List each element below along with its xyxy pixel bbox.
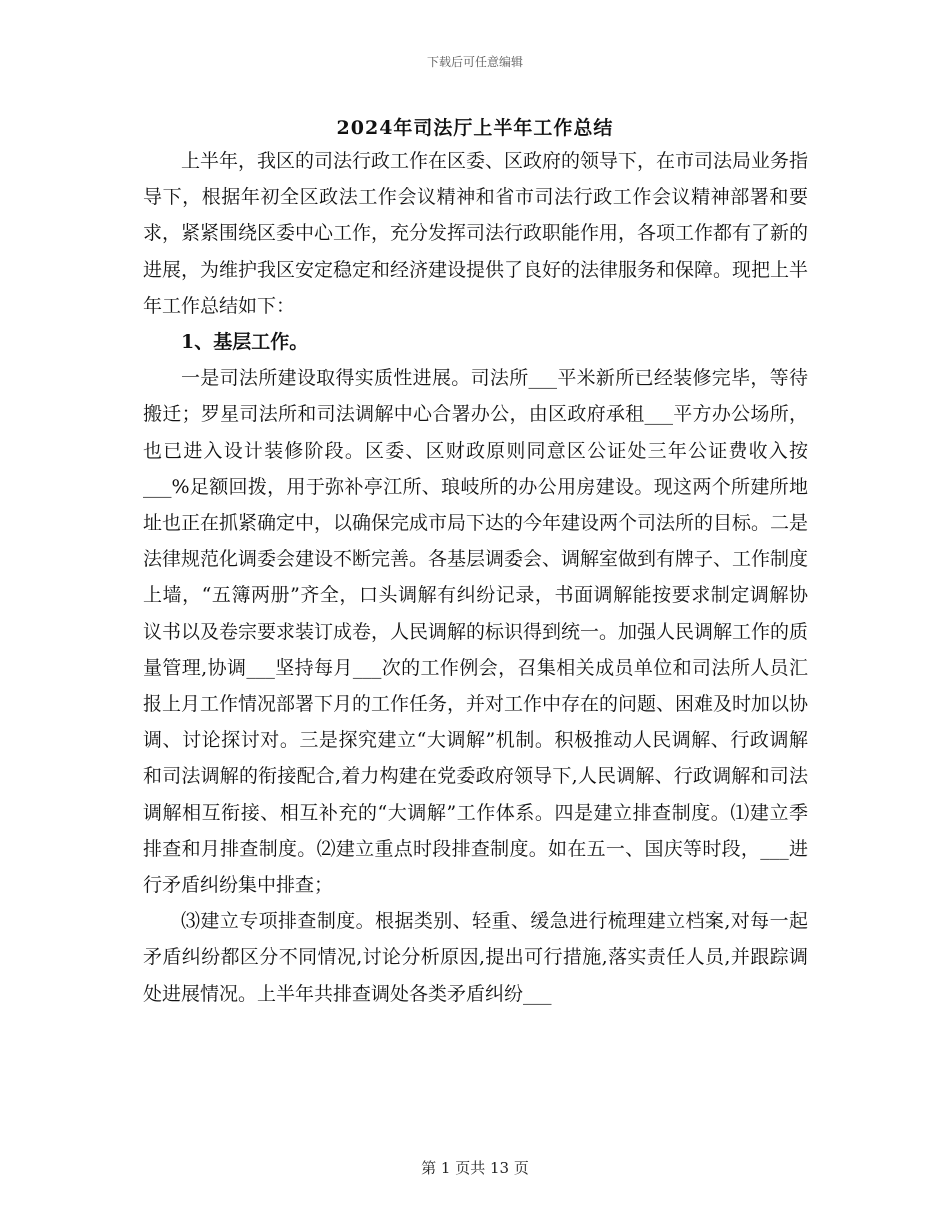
document-title: 2024年司法厅上半年工作总结	[336, 117, 614, 139]
intro-paragraph: 上半年，我区的司法行政工作在区委、区政府的领导下，在市司法局业务指导下，根据年初全区政法工作会议精神和省市司法行政工作会议精神部署和要求，紧紧围绕区委中心工作，充分发挥司法行政职能作用，各项工作都有了新的进展，为维护我区安定稳定和经济建设提供了良好的法律服务和保障。现把上半年工作总结如下：	[143, 150, 809, 317]
page-number-footer: 第 1 页共 13 页	[421, 1159, 529, 1177]
body-paragraph: 一是司法所建设取得实质性进展。司法所___平米新所已经装修完毕，等待搬迁；罗星司法所和司法调解中心合署办公，由区政府承租___平方办公场所，也已进入设计装修阶段。区委、区财政原则同意区公证处三年公证费收入按___%足额回拨，用于弥补亭江所、琅岐所的办公用房建设。现这两个所建所地址也正在抓紧确定中，以确保完成市局下达的今年建设两个司法所的目标。二是法律规范化调委会建设不断完善。各基层调委会、调解室做到有牌子、工作制度上墙，“五簿两册”齐全，口头调解有纠纷记录，书面调解能按要求制定调解协议书以及卷宗要求装订成卷，人民调解的标识得到统一。加强人民调解工作的质量管理,协调___坚持每月___次的工作例会，召集相关成员单位和司法所人员汇报上月工作情况部署下月的工作任务，并对工作中存在的问题、困难及时加以协调、讨论探讨对。三是探究建立“大调解”机制。积极推动人民调解、行政调解和司法调解的衔接配合,着力构建在党委政府领导下,人民调解、行政调解和司法调解相互衔接、相互补充的“大调解”工作体系。四是建立排查制度。⑴建立季排查和月排查制度。⑵建立重点时段排查制度。如在五一、国庆等时段，___进行矛盾纠纷集中排查；	[143, 367, 809, 897]
body-paragraph: ⑶建立专项排查制度。根据类别、轻重、缓急进行梳理建立档案,对每一起矛盾纠纷都区分不同情况,讨论分析原因,提出可行措施,落实责任人员,并跟踪调处进展情况。上半年共排查调处各类矛盾纠纷___	[143, 910, 808, 1005]
page-header-note: 下载后可任意编辑	[426, 55, 523, 69]
document-body	[143, 143, 808, 1012]
section-heading: 1、基层工作。	[181, 331, 309, 354]
